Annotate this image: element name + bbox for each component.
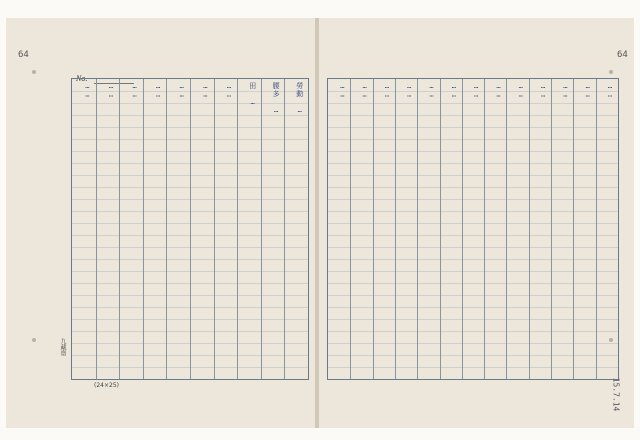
grid-column-line	[417, 79, 418, 379]
right-page-number: 64	[617, 50, 628, 60]
handwritten-column: ……	[154, 82, 163, 100]
number-label: No.	[76, 74, 88, 83]
grid-column-line	[119, 79, 120, 379]
grid-column-line	[484, 79, 485, 379]
grid-column-line	[596, 79, 597, 379]
handwritten-column: ……	[106, 82, 115, 100]
grid-column-line	[190, 79, 191, 379]
handwritten-column: ……	[83, 82, 92, 100]
left-page-number: 64	[18, 50, 29, 60]
grid-column-line	[237, 79, 238, 379]
handwritten-column: ……	[130, 82, 139, 100]
grid-column-line	[440, 79, 441, 379]
grid-column-line	[261, 79, 262, 379]
handwritten-column: ……	[494, 82, 503, 100]
grid-column-line	[143, 79, 144, 379]
handwritten-column: ……	[516, 82, 525, 100]
punch-hole	[609, 70, 613, 74]
grid-column-line	[350, 79, 351, 379]
handwritten-column: ……	[405, 82, 414, 100]
notebook-spread	[6, 18, 634, 428]
archive-stamp: 15.7.14	[611, 377, 621, 412]
handwritten-column: ……	[360, 82, 369, 100]
handwritten-column: ……	[338, 82, 347, 100]
grid-column-line	[506, 79, 507, 379]
grid-column-line	[529, 79, 530, 379]
handwritten-column: ……	[449, 82, 458, 100]
grid-column-line	[462, 79, 463, 379]
handwritten-column: ……	[382, 82, 391, 100]
grid-column-line	[373, 79, 374, 379]
handwritten-column: ……	[201, 82, 210, 100]
handwritten-column: 田 …	[248, 82, 257, 107]
grid-size-label: (24×25)	[94, 382, 119, 389]
grid-column-line	[166, 79, 167, 379]
handwritten-column: ……	[606, 82, 614, 100]
handwritten-column: 勞動 …	[295, 82, 304, 115]
grid-column-line	[214, 79, 215, 379]
punch-hole	[32, 338, 36, 342]
handwritten-column: 腰多 …	[272, 82, 281, 115]
grid-column-line	[573, 79, 574, 379]
handwritten-column: ……	[472, 82, 481, 100]
handwritten-column: ……	[561, 82, 570, 100]
grid-column-line	[551, 79, 552, 379]
handwritten-column: ……	[427, 82, 436, 100]
left-page	[6, 18, 315, 428]
grid-column-line	[395, 79, 396, 379]
grid-column-line	[284, 79, 285, 379]
handwritten-column: ……	[539, 82, 548, 100]
manuscript-grid	[71, 78, 309, 380]
handwritten-column: ……	[583, 82, 592, 100]
punch-hole	[32, 70, 36, 74]
right-page	[319, 18, 634, 428]
handwritten-column: ……	[177, 82, 186, 100]
publisher-mark: 九藏齋	[59, 338, 66, 356]
handwritten-column: ……	[224, 82, 233, 100]
grid-column-line	[96, 79, 97, 379]
manuscript-grid	[327, 78, 619, 380]
